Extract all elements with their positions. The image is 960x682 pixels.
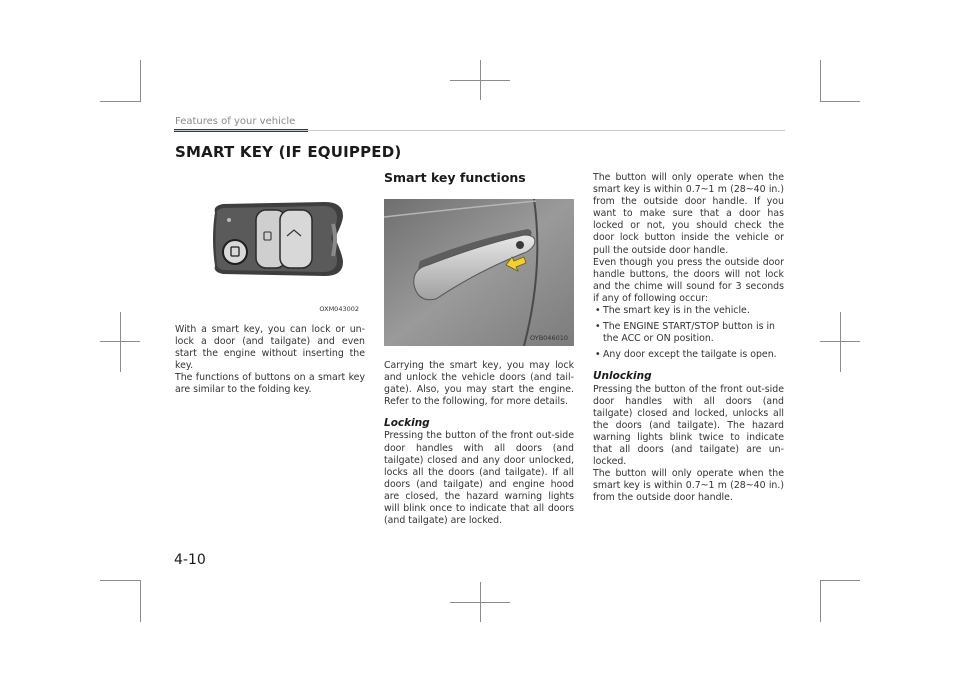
bullet-list: [593, 305, 784, 361]
list-item: • The smart key is in the vehicle.: [593, 305, 784, 317]
crop-mark: [820, 580, 860, 581]
header-divider: [174, 130, 785, 131]
left-column: [175, 324, 365, 397]
list-item: • Any door except the tailgate is open.: [593, 349, 784, 361]
crop-mark: [140, 580, 141, 622]
page-number: 4-10: [174, 552, 206, 568]
crop-mark: [820, 60, 821, 102]
crop-mark: [840, 312, 841, 372]
section-heading: Smart key functions: [384, 170, 526, 185]
list-item: • The ENGINE START/STOP button is in the ACC or ON position.: [593, 321, 784, 345]
locking-heading: Locking: [384, 417, 430, 430]
crop-mark: [100, 580, 140, 581]
paragraph: The button will only operate when the smart key is within 0.7~1 m (28~40 in.) from the outside door handle.: [593, 468, 784, 504]
paragraph: The button will only operate when the smart key is within 0.7~1 m (28~40 in.) from the outside door handle. If you want to make sure that a door has locked or not, you should check the door lock button inside the vehicle or pull the outside door handle.: [593, 172, 784, 256]
smart-key-illustration: [175, 170, 365, 317]
smart-key-figure: [175, 170, 365, 317]
paragraph: With a smart key, you can lock or un-lock a door (and tailgate) and even start the engine without inserting the key.: [175, 324, 365, 372]
door-handle-illustration: [384, 199, 574, 346]
crop-mark: [820, 101, 860, 102]
middle-column: [384, 360, 574, 527]
paragraph: Pressing the button of the front out-side door handles with all doors (and tailgate) closed and locked, unlocks all the doors (and tailgate). The hazard warning lights blink twice to indicate that all doors (and tailgate) are un-locked.: [593, 383, 784, 468]
crop-mark: [120, 312, 121, 372]
figure-code: OYB046010: [529, 334, 568, 342]
crop-mark: [820, 580, 821, 622]
paragraph: Pressing the button of the front out-side door handles with all doors (and tailgate) closed and any door unlocked, locks all the doors (and tailgate). If all doors (and tailgate) and engine hood are closed, the hazard warning lights will blink once to indicate that all doors (and tailgate) are locked.: [384, 430, 574, 527]
door-handle-figure: [384, 199, 574, 346]
crop-mark: [100, 341, 140, 342]
section-label: Features of your vehicle: [175, 116, 296, 127]
crop-mark: [450, 602, 510, 603]
unlocking-heading: Unlocking: [593, 370, 652, 383]
middle-column-heading: [384, 172, 574, 184]
paragraph: Carrying the smart key, you may lock and unlock the vehicle doors (and tail-gate). Also, you may start the engine. Refer to the following, for more details.: [384, 360, 574, 408]
crop-mark: [100, 101, 140, 102]
figure-code: OXM043002: [319, 305, 359, 313]
paragraph: The functions of buttons on a smart key are similar to the folding key.: [175, 372, 365, 396]
crop-mark: [820, 341, 860, 342]
crop-mark: [450, 80, 510, 81]
crop-mark: [140, 60, 141, 102]
right-column: [593, 172, 784, 504]
page-title: SMART KEY (IF EQUIPPED): [175, 143, 402, 161]
paragraph: Even though you press the outside door handle buttons, the doors will not lock and the chime will sound for 3 seconds if any of following occur:: [593, 256, 784, 304]
